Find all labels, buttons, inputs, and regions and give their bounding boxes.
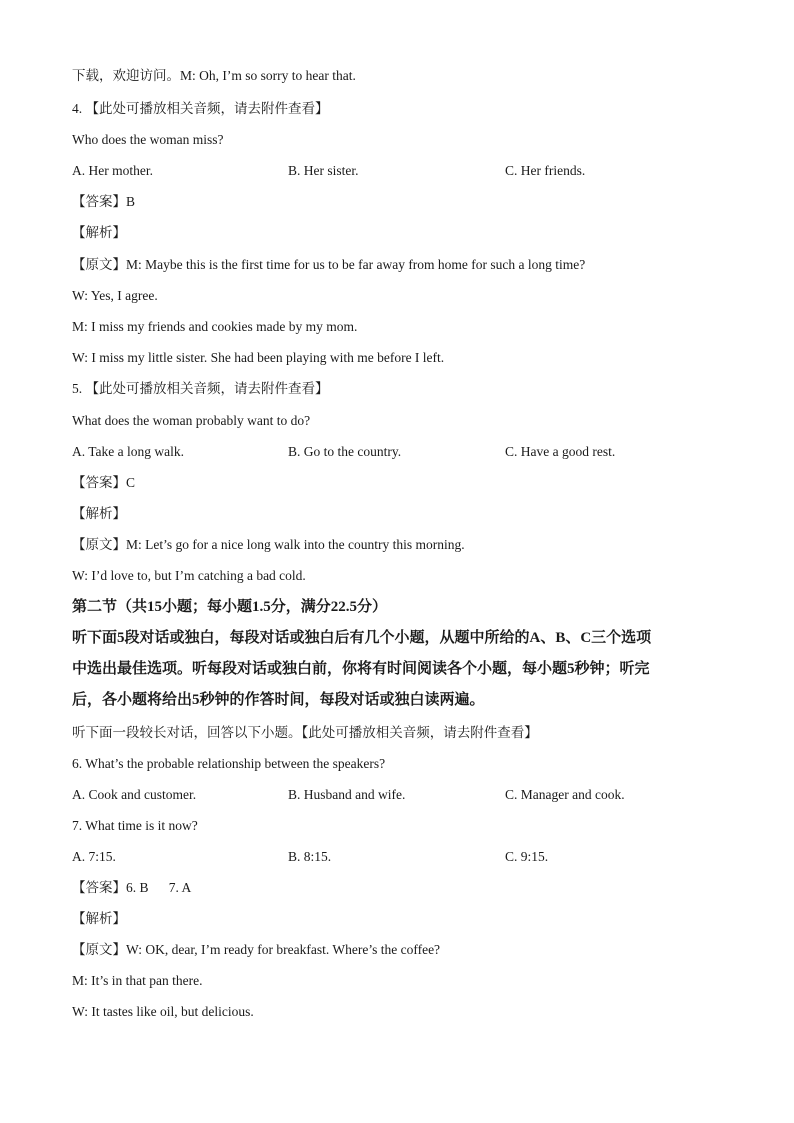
transcript-line: W: Yes, I agree. xyxy=(72,288,158,303)
transcript-line: W: It tastes like oil, but delicious. xyxy=(72,1004,254,1019)
option-a: A. 7:15. xyxy=(72,849,116,864)
question-7-text: 7. What time is it now? xyxy=(72,818,198,833)
option-b: B. Her sister. xyxy=(288,163,359,178)
section-instructions-line: 听下面5段对话或独白，每段对话或独白后有几个小题，从题中所给的A、B、C三个选项 xyxy=(72,630,652,646)
transcript-line: W: I’d love to, but I’m catching a bad cold. xyxy=(72,568,306,583)
question-7-options xyxy=(72,848,732,866)
question-5-label: 5. 【此处可播放相关音频，请去附件查看】 xyxy=(72,381,329,396)
option-c: C. Her friends. xyxy=(505,163,586,178)
question-4-text: Who does the woman miss? xyxy=(72,132,224,147)
answer-4: 【答案】B xyxy=(72,194,136,209)
question-4-options xyxy=(72,162,732,180)
transcript-line: 【原文】W: OK, dear, I’m ready for breakfast. Where’s the coffee? xyxy=(72,942,441,957)
transcript-line: M: It’s in that pan there. xyxy=(72,973,203,988)
question-5-options xyxy=(72,443,732,461)
option-c: C. Manager and cook. xyxy=(505,787,625,802)
transcript-line: 【原文】M: Maybe this is the first time for us to be far away from home for such a long time? xyxy=(72,257,586,272)
analysis-5-heading: 【解析】 xyxy=(72,506,126,521)
question-6-options xyxy=(72,786,732,804)
option-b: B. Husband and wife. xyxy=(288,787,406,802)
option-a: A. Take a long walk. xyxy=(72,444,185,459)
answer-6-7: 【答案】6. B 7. A xyxy=(72,880,192,895)
section-title: 第二节（共15小题；每小题1.5分，满分22.5分） xyxy=(72,599,388,615)
transcript-line: 【原文】M: Let’s go for a nice long walk into the country this morning. xyxy=(72,537,465,552)
question-5-text: What does the woman probably want to do? xyxy=(72,413,311,428)
option-a: A. Cook and customer. xyxy=(72,787,197,802)
section-instructions-line: 中选出最佳选项。听每段对话或独白前，你将有时间阅读各个小题，每小题5秒钟；听完 xyxy=(72,661,650,677)
transcript-line: M: I miss my friends and cookies made by my mom. xyxy=(72,319,358,334)
option-c: C. 9:15. xyxy=(505,849,549,864)
dialogue-intro: 听下面一段较长对话，回答以下小题。【此处可播放相关音频，请去附件查看】 xyxy=(72,725,538,740)
question-6-text: 6. What’s the probable relationship between the speakers? xyxy=(72,756,386,771)
section-instructions-line: 后，各小题将给出5秒钟的作答时间，每段对话或独白读两遍。 xyxy=(72,692,485,708)
analysis-4-heading: 【解析】 xyxy=(72,225,126,240)
answer-5: 【答案】C xyxy=(72,475,136,490)
option-b: B. 8:15. xyxy=(288,849,332,864)
option-a: A. Her mother. xyxy=(72,163,153,178)
option-b: B. Go to the country. xyxy=(288,444,402,459)
transcript-line: W: I miss my little sister. She had been playing with me before I left. xyxy=(72,350,445,365)
analysis-6-7-heading: 【解析】 xyxy=(72,911,126,926)
option-c: C. Have a good rest. xyxy=(505,444,616,459)
question-4-label: 4. 【此处可播放相关音频，请去附件查看】 xyxy=(72,101,329,116)
text-line: 下载，欢迎访问。M: Oh, I’m so sorry to hear that. xyxy=(72,68,356,83)
